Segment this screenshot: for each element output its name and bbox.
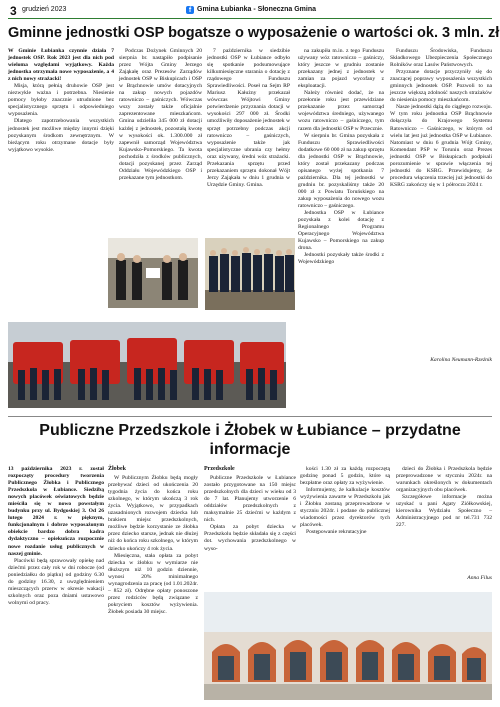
paragraph: Należy również dodać, że na przełomie roku jest przewidziane przekazanie przez samorząd województwa średniego, używanego wozu ratowniczo – gaśniczego, tym razem dla jednostki OSP w Przecznie. (298, 90, 384, 132)
article1-author: Karolina Neumann-Rzeźnik (430, 357, 492, 363)
column-heading: Żłobek (108, 466, 127, 472)
article2-column-1 (8, 466, 104, 692)
paragraph: dzieci do Żłobka i Przedszkola będzie przeprowadzone w styczniu 2024r. na warunkach określonych w dokumentach organizacyjnych obu placówek. (396, 466, 492, 494)
article2-author: Anna Filus (467, 575, 492, 581)
page-header (0, 0, 500, 22)
article2-column-4 (300, 466, 390, 586)
article1-title: Gminne jednostki OSP bogatsze o wyposażenie o wartości ok. 3 mln. zł (8, 25, 500, 41)
paragraph: W Publicznym Żłobku będą mogły przebywać dzieci od ukończenia 20 tygodnia życia do końca roku szkolnego, w którym ukończą 3 rok życia. Wyjątkowo, w przypadkach uzasadnionych rozwojem dziecka lub brakiem miejsc przedszkolnych, możliwe będzie korzystanie ze żłobka przez dziecko starsze, jednak nie dłużej niż do końca roku szkolnego, w którym dziecko ukończy 4 rok życia. (108, 475, 198, 552)
photo-fire-trucks (8, 322, 286, 408)
photo-firefighters-group (205, 238, 295, 310)
article2-title-text: Publiczne Przedszkole i Żłobek w Łubiance – przydatne informacje (39, 422, 461, 458)
facebook-icon: f (186, 6, 194, 14)
paragraph: Placówki będą sprawowały opiekę nad dziećmi przez cały rok w dni robocze (od poniedziałku do piątku) od godziny 6.30 do godziny 16.30, z uwzględnieniem mieszczących przerw w okresie wakacji szkolnych oraz poza dniami ustawowo wolnymi od pracy. (8, 557, 104, 606)
paragraph: Postępowanie rekrutacyjne (306, 529, 367, 536)
paragraph: Przyznane dotacje przyczyniły się do znaczącej poprawy wyposażenia wszystkich gminnych jednostek OSP. Pozwoli to na jeszcze większą zdolność naszych strażaków do niesienia pomocy mieszkańcom. (390, 69, 492, 104)
paragraph: Jednostki pozyskały także środki z Wojewódzkiego (298, 252, 384, 266)
article2-column-5 (396, 466, 492, 586)
article1-column-4 (298, 48, 384, 368)
header-divider (8, 18, 492, 19)
paragraph: W Gminie Łubianka czynnie działa 7 jednostek OSP. Rok 2023 jest dla nich pod wieloma względami wyjątkowy. Każda jednostka otrzymała nowe wyposażenie, a 4 z nich nowy strażacki! (8, 48, 114, 83)
paragraph: Funduszu Środowiska, Funduszu Składkowego Ubezpieczenia Społecznego Rolników oraz Lasów Państwowych. (390, 48, 492, 69)
photo-ceremony (108, 238, 198, 308)
paragraph: na zakupiła m.in. z tego Funduszu używany wóz ratowniczo – gaśniczy, który jeszcze w grudniu zostanie przekazany jednej z jednostek w zamian za pojazd wycofany z eksploatacji. (298, 48, 384, 90)
paragraph: Misja, którą pełnią druhowie OSP jest niezwykle ważna i potrzebna. Niesienie pomocy byłoby znacznie utrudnione bez specjalistycznego sprzętu i odpowiedniego wyposażenia. (8, 83, 114, 118)
paragraph: W sierpniu br. Gmina pozyskała z Funduszu Sprawiedliwości dodatkowe 60 000 zł na zakup sprzętu dla jednostki OSP w Brąchnowie, który został przekazany podczas opisanego wyżej spotkania 7 października. Dla tej jednostki w grudniu br. pozyskaliśmy także 20 000 zł z Powiatu Toruńskiego na zakup wyposażenia do nowego wozu ratowniczo – gaśniczego. (298, 132, 384, 210)
article2-column-2 (108, 466, 198, 615)
paper-name: Gmina Łubianka - Słoneczna Gmina (197, 6, 317, 13)
page-number: 3 (10, 4, 17, 18)
paragraph: 13 października 2023 r. został rozpoczęty procedury tworzenia Publicznego Żłobka i Publicznego Przedszkola w Łubiance. Siedzibą nowych placówek oświatowych będzie mieściła się w nowo powstałym budynku przy ul. Bydgoskiej 3. Od 26 lutego 2024 r. w pięknym, funkcjonalnym i dobrze wyposażonym obiekcie bardzo dobra kadra dydaktyczno – opiekuńcza rozpocznie nowe rozdanie usług publicznych w naszej gminie. (8, 466, 104, 557)
paragraph: kości 1.30 zł za każdą rozpoczętą godzinę ponad 5 godzin, które są bezpłatne oraz opłaty za wyżywienie. (300, 466, 390, 487)
photo-kindergarten-building (204, 592, 492, 700)
paragraph: Informujemy, że kalkulacje kosztów wyżywienia zawarte w Przedszkolu jak i Żłobku zostaną przeprowadzone w styczniu 2024r. i podane do publicznej wiadomości przez dyrektorów tych placówek. (300, 487, 390, 529)
paragraph: Szczegółowe informacje można uzyskać u pani Agaty Ziółkowskiej, kierownika Wydziału Społeczno – Administracyjnego pod nr tel.731 732 227. (396, 494, 492, 529)
paragraph: Dlatego zapotrzebowania wszystkich jednostek jest możliwe między innymi dzięki pozyskanym środkom zewnętrznym. W bieżącym roku otrzymane dotacje były wyjątkowo wysokie. (8, 118, 114, 153)
paragraph: Jednostka OSP w Łubiance pozyskała z kolei dotację z Regionalnego Programu Operacyjnego Województwa Kujawsko – Pomorskiego na zakup drona. (298, 210, 384, 252)
paragraph: Nasze jednostki dążą do ciągłego rozwoju. W tym roku jednostka OSP Brąchnowie dołączyła do Krajowego Systemu Ratowniczo – Gaśniczego, w którym od wielu lat jest już jednostka OSP w Łubiance. Natomiast w dniu 6 grudnia Wójt Gminy, Komendant PSP w Toruniu oraz Prezes jednostki OSP w Biskupicach podpisali porozumienie w sprawie włączenia tej jednostki do KSRG. Przewidujemy, że procedura włączenia trzeciej już jednostki do KSRG zakończy się w 1 półroczu 2024 r. (390, 104, 492, 188)
column-heading: Przedszkole (204, 466, 235, 472)
paragraph: 7 października w siedzibie jednostki OSP w Łubiance odbyło się spotkanie podsumowujące kilkumiesięczne starania o dotację z rządowego Funduszu Sprawiedliwości. Poseł na Sejm RP Mariusz Kałużny przekazał wówczas Wójtowi Gminy potwierdzenie przyznania dotacji w wysokości 297 000 zł. Środki umożliwiły doposażenie jednostek w sprzęt potrzebny podczas akcji ratowniczo – gaśniczych, wyposażenie także jak specjalistyczne ubrania czy hełmy oraz używany, średni wóz strażacki. Przekazania sprzętu przed przekazaniem sprzętu dokonał Wójt Jerzy Zająkała w dniu 1 grudnia w Urzędzie Gminy. Gmina. (207, 48, 290, 188)
article1-column-3 (207, 48, 290, 188)
article2-column-3 (204, 466, 296, 586)
article1-column-1 (8, 48, 114, 262)
article2-title (8, 421, 492, 459)
article-divider (8, 416, 492, 417)
paragraph: Publiczne Przedszkole w Łubiance zostało przygotowane na 150 miejsc przedszkolnych dla dzieci w wieku od 3 do 7 lat. Planujemy utworzenie 6 oddziałów przedszkolnych z maksymalnie 25 dziećmi w każdym z nich. (204, 475, 296, 524)
paragraph: Miesięczna, stała opłata za pobyt dziecka w żłobku w wymiarze nie dłuższym niż 10 godzin dziennie, wynosi 20% minimalnego wynagrodzenia za pracę (od 1.01.2024r. – 852 zł). Odrębne opłaty ponoszone przez rodziców będą związane z pokryciem kosztów wyżywienia. Żłobek posiada 30 miejsc. (108, 552, 198, 615)
article1-column-2 (119, 48, 202, 181)
issue-date: grudzień 2023 (22, 6, 67, 13)
article1-column-5 (390, 48, 492, 363)
paragraph: Opłata za pobyt dziecka w Przedszkolu będzie składała się z części dot. wychowania przedszkolnego w wyso- (204, 524, 296, 552)
paragraph: Podczas Dożynek Gminnych 20 sierpnia br. nastąpiło podpisanie przez Wójta Gminy Jerzego Zająkałę oraz Prezesów Zarządów jednostek OSP w Biskupicach i OSP w Brąchnowie umów dotacyjnych na zakup nowych pojazdów ratowniczo – gaśniczych. Wówczas wszy zostały także oficjalnie zaprezentowane mieszkańcom. Gmina udzieliła 345 000 zł dotacji każdej z jednostek, pozostałą kwotę w wysokości ok. 1.300.000 zł zapewnił samorząd Województwa Kujawsko-Pomorskiego. Ta kwota pochodziła z środków publicznych, dotacji pozyskanej przez Zarząd Oddziału Wojewódzkiego OSP i przekazane tym jednostkom. (119, 48, 202, 181)
